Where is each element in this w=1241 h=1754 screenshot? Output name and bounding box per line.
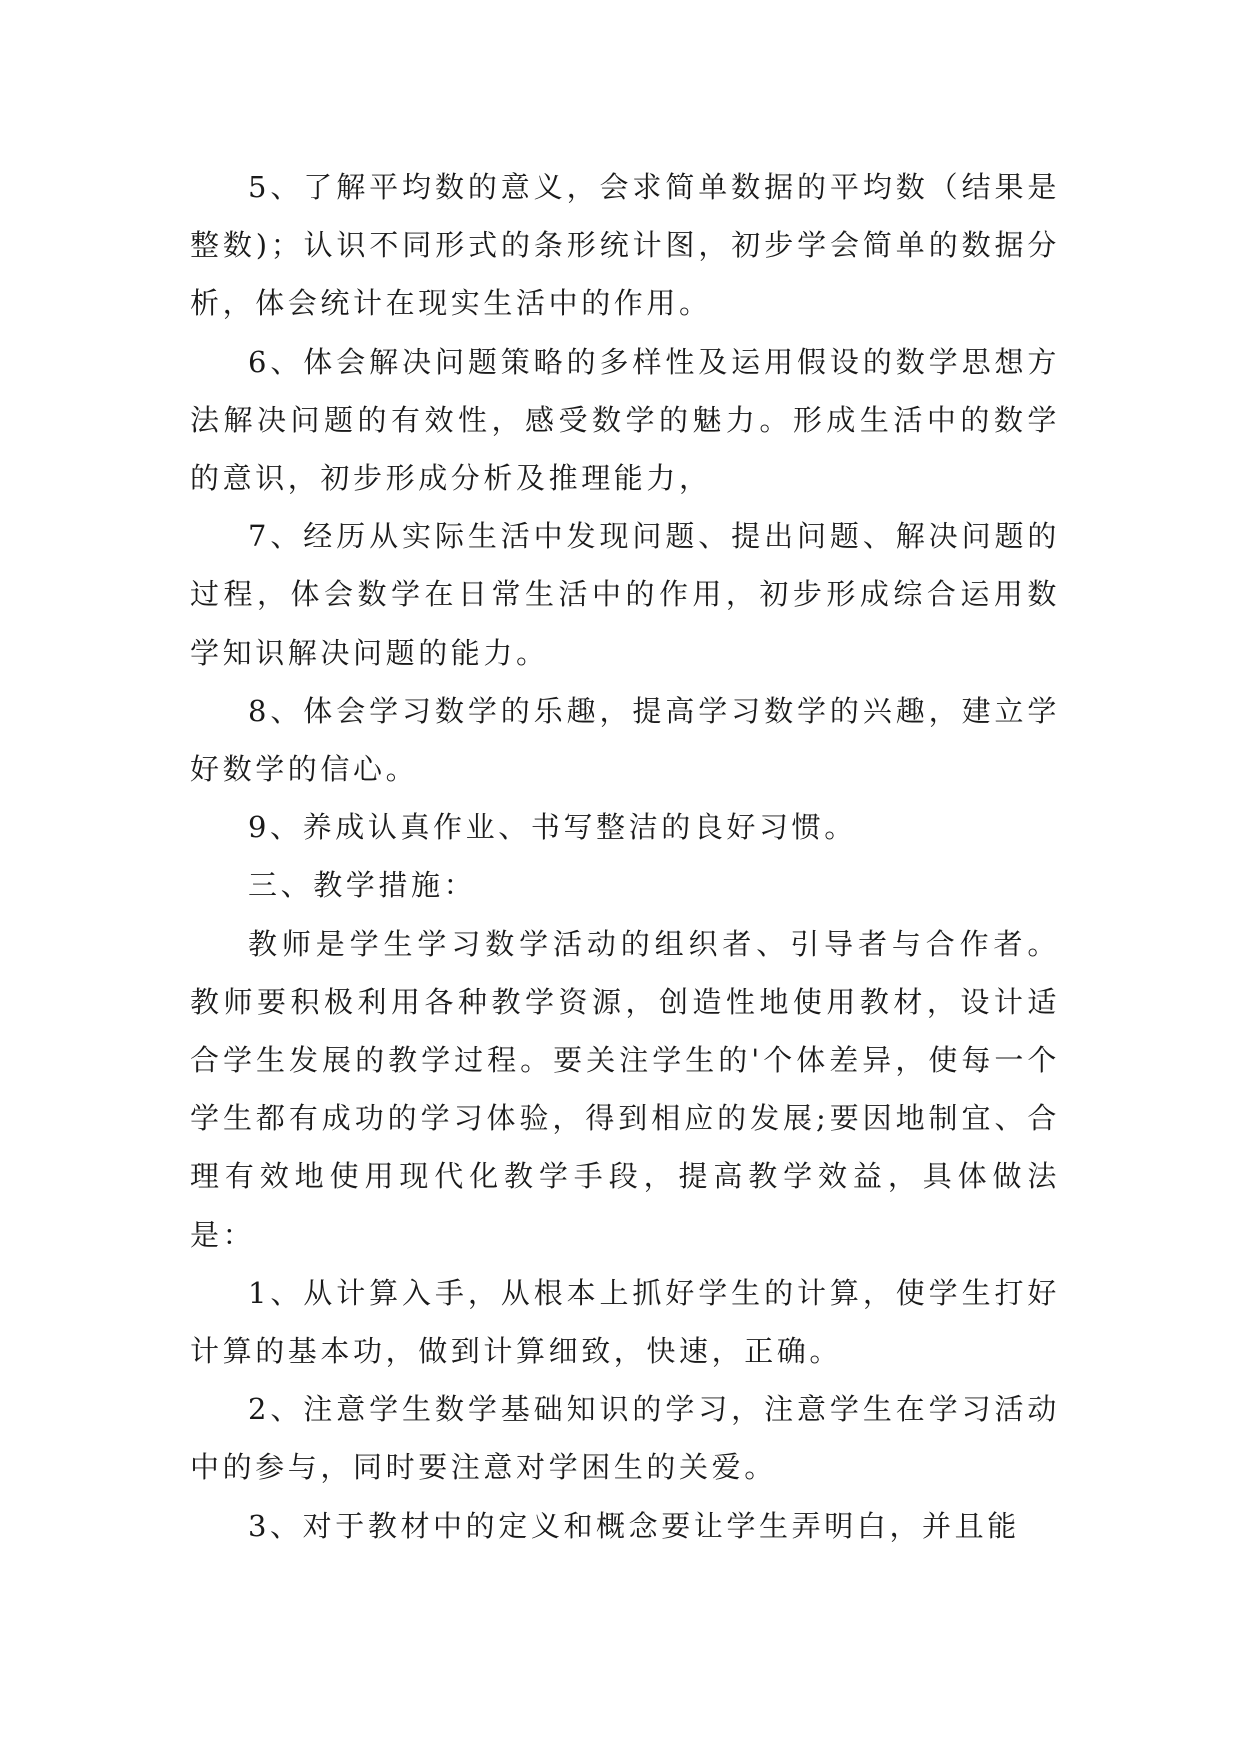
paragraph-teacher-role: 教师是学生学习数学活动的组织者、引导者与合作者。教师要积极利用各种教学资源，创造性地使用教材，设计适合学生发展的教学过程。要关注学生的'个体差异，使每一个学生都有成功的学习体验，得到相应的发展;要因地制宜、合理有效地使用现代化教学手段，提高教学效益，具体做法是：: [190, 926, 1060, 1252]
paragraph-measure-3: 3、对于教材中的定义和概念要让学生弄明白，并且能: [248, 1508, 1020, 1543]
paragraph-measure-1: 1、从计算入手，从根本上抓好学生的计算，使学生打好计算的基本功，做到计算细致，快速，正确。: [190, 1275, 1060, 1369]
paragraph-objective-6: 6、体会解决问题策略的多样性及运用假设的数学思想方法解决问题的有效性，感受数学的魅力。形成生活中的数学的意识，初步形成分析及推理能力，: [190, 344, 1060, 496]
paragraph-objective-7: 7、经历从实际生活中发现问题、提出问题、解决问题的过程，体会数学在日常生活中的作用，初步形成综合运用数学知识解决问题的能力。: [190, 519, 1060, 670]
section-heading-teaching-measures: 三、教学措施：: [248, 868, 477, 903]
paragraph-objective-5: 5、了解平均数的意义，会求简单数据的平均数（结果是整数)；认识不同形式的条形统计图，初步学会简单的数据分析，体会统计在现实生活中的作用。: [190, 170, 1060, 321]
paragraph-measure-2: 2、注意学生数学基础知识的学习，注意学生在学习活动中的参与，同时要注意对学困生的关爱。: [190, 1392, 1060, 1485]
paragraph-objective-8: 8、体会学习数学的乐趣，提高学习数学的兴趣，建立学好数学的信心。: [190, 693, 1060, 787]
paragraph-objective-9: 9、养成认真作业、书写整洁的良好习惯。: [248, 810, 857, 845]
document-body: [190, 158, 1060, 1555]
